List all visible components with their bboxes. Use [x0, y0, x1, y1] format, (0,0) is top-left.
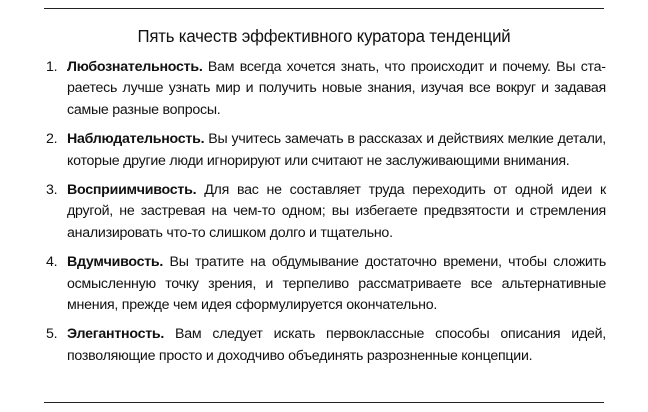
item-number: 5. — [46, 326, 58, 343]
item-term: Любознательность. — [67, 59, 203, 75]
list-item — [46, 129, 606, 172]
list-item — [46, 324, 606, 367]
item-text: Вам всегда хочется знать, что происходит и почему. Вы стараетесь лучше узнать мир и получить новые знания, изучая все вокруг и задавая самые разные вопросы. — [67, 59, 606, 118]
item-text: Вам следует искать первоклассные способы описания идей, позволяющие просто и доходчиво объединять разрозненные концепции. — [67, 326, 606, 364]
item-term: Элегантность. — [67, 326, 165, 343]
item-number: 3. — [46, 182, 58, 199]
item-term: Восприимчивость. — [67, 182, 197, 199]
box-title: Пять качеств эффективного куратора тенденций — [137, 26, 511, 46]
bottom-rule — [44, 402, 604, 403]
top-rule — [44, 8, 604, 9]
list-item — [46, 57, 606, 121]
item-text: Вы учитесь замечать в рассказах и действиях мелкие детали, которые другие люди игнорируют или считают не заслуживающими внимания. — [67, 131, 606, 169]
item-text: Вы тратите на обдумывание достаточно времени, чтобы сложить осмысленную точку зрения, и терпеливо рассматриваете все альтернативные мнения, прежде чем идея сформулируется окончательно. — [67, 254, 606, 314]
item-number: 2. — [46, 131, 58, 148]
item-term: Вдумчивость. — [67, 254, 164, 271]
item-number: 1. — [46, 59, 58, 75]
qualities-list — [46, 57, 606, 375]
list-item — [46, 180, 606, 244]
item-term: Наблюдательность. — [67, 131, 205, 148]
item-number: 4. — [46, 254, 58, 271]
list-item — [46, 252, 606, 316]
item-text: Для вас не составляет труда переходить от одной идеи к другой, не застревая на чем-то одном; вы избегаете предвзятости и стремления анализировать что-то слишком долго и тщательно. — [67, 182, 606, 241]
